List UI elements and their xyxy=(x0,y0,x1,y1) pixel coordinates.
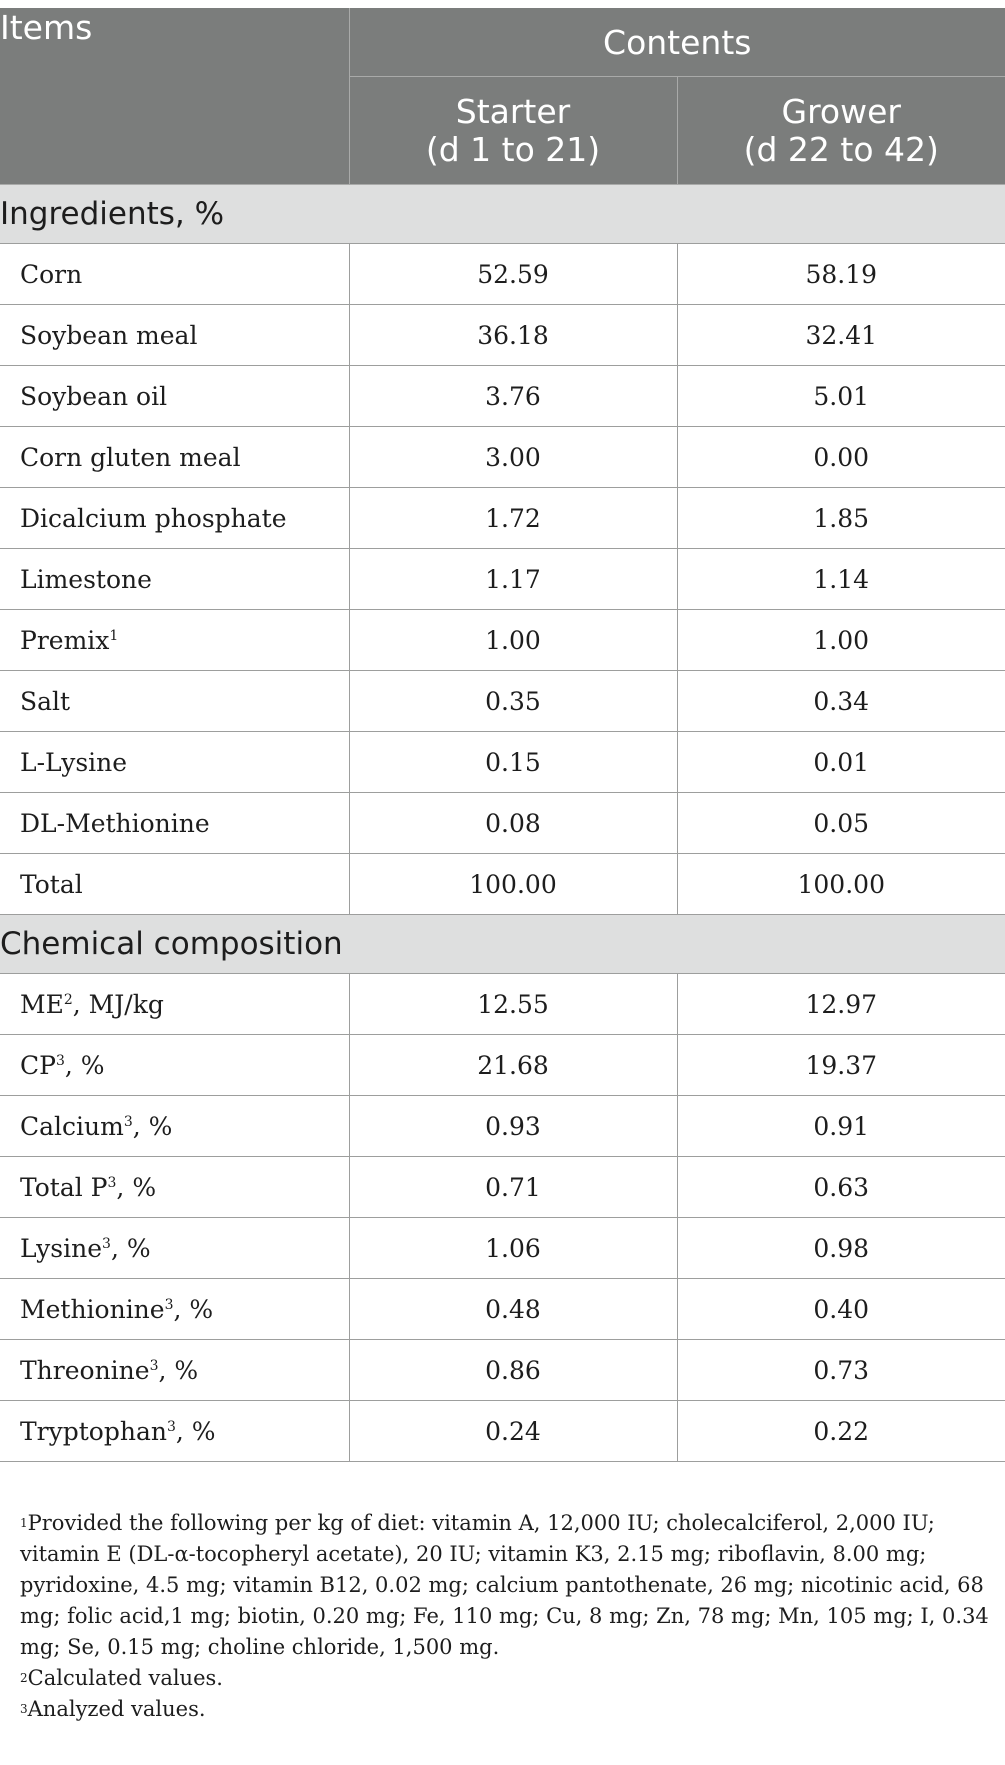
row-label-text: Corn gluten meal xyxy=(20,442,241,472)
footnote-mark: 1 xyxy=(20,1516,28,1530)
row-label-unit: , % xyxy=(173,1294,214,1324)
grower-value: 0.34 xyxy=(677,671,1005,732)
chemical-section-heading: Chemical composition xyxy=(0,915,1005,974)
table-row xyxy=(0,305,1005,366)
row-label xyxy=(0,427,349,488)
row-label xyxy=(0,974,349,1035)
row-label xyxy=(0,1218,349,1279)
row-label-text: Methionine xyxy=(20,1294,165,1324)
row-label xyxy=(0,244,349,305)
starter-value: 36.18 xyxy=(349,305,677,366)
row-label-text: Soybean oil xyxy=(20,381,168,411)
starter-value: 1.00 xyxy=(349,610,677,671)
row-label-unit: , % xyxy=(110,1233,151,1263)
table-row xyxy=(0,1157,1005,1218)
row-label xyxy=(0,1401,349,1462)
table-row xyxy=(0,1096,1005,1157)
footnote-text: Provided the following per kg of diet: vitamin A, 12,000 IU; cholecalciferol, 2,000 IU; vitamin E (DL-α-tocopheryl acetate), 20 IU; vitamin K3, 2.15 mg; riboflavin, 8.00 mg; pyridoxine, 4.5 mg; vitamin B12, 0.02 mg; calcium pantothenate, 26 mg; nicotinic acid, 68 mg; folic acid,1 mg; biotin, 0.20 mg; Fe, 110 mg; Cu, 8 mg; Zn, 78 mg; Mn, 105 mg; I, 0.34 mg; Se, 0.15 mg; choline chloride, 1,500 mg. xyxy=(20,1511,989,1659)
table-row xyxy=(0,732,1005,793)
table-row xyxy=(0,974,1005,1035)
starter-value: 100.00 xyxy=(349,854,677,915)
grower-value: 0.91 xyxy=(677,1096,1005,1157)
grower-value: 100.00 xyxy=(677,854,1005,915)
table-row xyxy=(0,1218,1005,1279)
grower-period: (d 22 to 42) xyxy=(743,129,939,169)
ingredients-body xyxy=(0,185,1005,915)
grower-value: 5.01 xyxy=(677,366,1005,427)
starter-value: 0.93 xyxy=(349,1096,677,1157)
footnote-marker: 3 xyxy=(166,1418,176,1435)
footnote-mark: 3 xyxy=(20,1702,28,1716)
grower-value: 0.05 xyxy=(677,793,1005,854)
items-header: Items xyxy=(0,8,349,185)
row-label xyxy=(0,1279,349,1340)
starter-value: 52.59 xyxy=(349,244,677,305)
starter-value: 3.00 xyxy=(349,427,677,488)
grower-value: 1.85 xyxy=(677,488,1005,549)
starter-value: 0.08 xyxy=(349,793,677,854)
row-label-text: L-Lysine xyxy=(20,747,128,777)
ingredients-section-heading: Ingredients, % xyxy=(0,185,1005,244)
row-label xyxy=(0,671,349,732)
footnote-marker: 3 xyxy=(164,1296,174,1313)
footnote-marker: 3 xyxy=(102,1235,111,1252)
footnote-marker: 2 xyxy=(63,991,73,1008)
row-label xyxy=(0,732,349,793)
table-row xyxy=(0,366,1005,427)
footnote-marker: 3 xyxy=(123,1113,133,1130)
table-row xyxy=(0,671,1005,732)
starter-label: Starter xyxy=(455,91,571,131)
starter-value: 12.55 xyxy=(349,974,677,1035)
row-label-text: Limestone xyxy=(20,564,152,594)
grower-header xyxy=(677,77,1005,185)
row-label xyxy=(0,854,349,915)
row-label xyxy=(0,366,349,427)
grower-value: 12.97 xyxy=(677,974,1005,1035)
starter-value: 1.17 xyxy=(349,549,677,610)
table-row xyxy=(0,854,1005,915)
starter-value: 0.35 xyxy=(349,671,677,732)
row-label-text: Calcium xyxy=(20,1111,124,1141)
footnote-mark: 2 xyxy=(20,1671,28,1685)
starter-value: 21.68 xyxy=(349,1035,677,1096)
grower-value: 1.00 xyxy=(677,610,1005,671)
row-label xyxy=(0,305,349,366)
footnote-text: Calculated values. xyxy=(27,1666,223,1690)
grower-value: 0.73 xyxy=(677,1340,1005,1401)
row-label-text: Dicalcium phosphate xyxy=(20,503,287,533)
footnote-marker: 3 xyxy=(55,1052,65,1069)
table-row xyxy=(0,549,1005,610)
row-label xyxy=(0,1096,349,1157)
row-label-text: Corn xyxy=(20,259,83,289)
grower-value: 0.01 xyxy=(677,732,1005,793)
row-label-text: Premix xyxy=(20,625,110,655)
table-row xyxy=(0,1035,1005,1096)
table-row xyxy=(0,1401,1005,1462)
grower-value: 58.19 xyxy=(677,244,1005,305)
row-label-unit: , % xyxy=(64,1050,105,1080)
footnote-text: Analyzed values. xyxy=(27,1697,206,1721)
footnote-marker: 3 xyxy=(107,1174,117,1191)
footnote xyxy=(20,1508,990,1663)
grower-value: 1.14 xyxy=(677,549,1005,610)
row-label xyxy=(0,488,349,549)
row-label-unit: , % xyxy=(116,1172,157,1202)
starter-value: 0.24 xyxy=(349,1401,677,1462)
table-row xyxy=(0,1340,1005,1401)
diet-composition-table xyxy=(0,8,1005,1462)
row-label xyxy=(0,793,349,854)
row-label-text: Total xyxy=(20,869,83,899)
grower-value: 0.00 xyxy=(677,427,1005,488)
footnotes xyxy=(20,1508,990,1725)
row-label-text: Threonine xyxy=(20,1355,150,1385)
footnote-marker: 1 xyxy=(109,627,119,644)
chemical-body xyxy=(0,915,1005,1462)
row-label-text: ME xyxy=(20,989,64,1019)
row-label-text: CP xyxy=(20,1050,56,1080)
grower-value: 0.40 xyxy=(677,1279,1005,1340)
row-label-unit: , % xyxy=(158,1355,199,1385)
row-label xyxy=(0,549,349,610)
grower-value: 0.98 xyxy=(677,1218,1005,1279)
footnote-marker: 3 xyxy=(149,1357,159,1374)
row-label-text: Lysine xyxy=(20,1233,103,1263)
starter-value: 1.72 xyxy=(349,488,677,549)
table-row xyxy=(0,427,1005,488)
table-row xyxy=(0,610,1005,671)
grower-value: 0.22 xyxy=(677,1401,1005,1462)
footnote xyxy=(20,1694,990,1725)
starter-value: 0.15 xyxy=(349,732,677,793)
table-row xyxy=(0,1279,1005,1340)
row-label-text: DL-Methionine xyxy=(20,808,210,838)
row-label xyxy=(0,1157,349,1218)
grower-value: 0.63 xyxy=(677,1157,1005,1218)
contents-header: Contents xyxy=(349,8,1005,77)
starter-value: 0.71 xyxy=(349,1157,677,1218)
starter-value: 1.06 xyxy=(349,1218,677,1279)
row-label xyxy=(0,610,349,671)
row-label-unit: , MJ/kg xyxy=(72,989,164,1019)
row-label-text: Soybean meal xyxy=(20,320,198,350)
footnote xyxy=(20,1663,990,1694)
grower-label: Grower xyxy=(781,91,901,131)
row-label-text: Total P xyxy=(20,1172,108,1202)
row-label-unit: , % xyxy=(175,1416,216,1446)
grower-value: 19.37 xyxy=(677,1035,1005,1096)
table-row xyxy=(0,488,1005,549)
grower-value: 32.41 xyxy=(677,305,1005,366)
starter-value: 0.86 xyxy=(349,1340,677,1401)
row-label xyxy=(0,1035,349,1096)
row-label xyxy=(0,1340,349,1401)
table-row xyxy=(0,793,1005,854)
table-container xyxy=(0,8,1005,1462)
row-label-text: Salt xyxy=(20,686,71,716)
starter-period: (d 1 to 21) xyxy=(425,129,601,169)
starter-header xyxy=(349,77,677,185)
row-label-unit: , % xyxy=(132,1111,173,1141)
table-row xyxy=(0,244,1005,305)
row-label-text: Tryptophan xyxy=(20,1416,167,1446)
starter-value: 0.48 xyxy=(349,1279,677,1340)
starter-value: 3.76 xyxy=(349,366,677,427)
